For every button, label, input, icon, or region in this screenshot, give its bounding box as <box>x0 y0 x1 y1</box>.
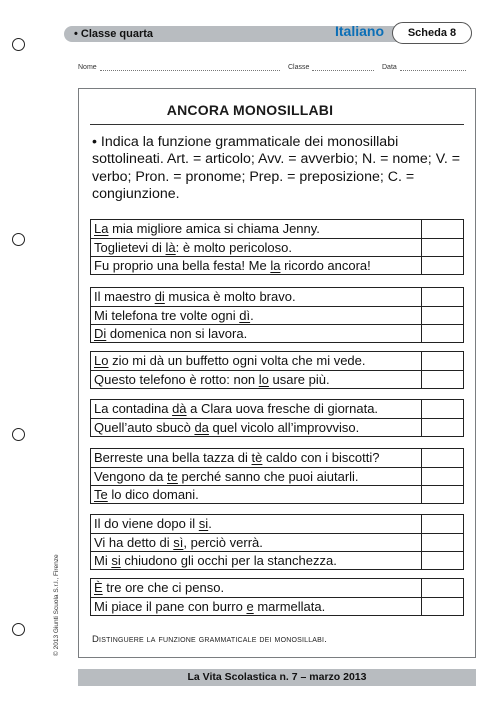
sentence-part: Fu proprio una bella festa! Me <box>94 258 271 273</box>
sentence-part: Il do viene dopo il <box>94 516 199 531</box>
binder-hole <box>12 233 25 246</box>
sentence-part: quel vicolo all’improvviso. <box>208 420 360 435</box>
underlined-monosyllable: Te <box>94 487 108 502</box>
sentence-part: caldo con i biscotti? <box>262 450 380 465</box>
answer-cell[interactable] <box>421 371 464 388</box>
exercise-group <box>90 578 464 616</box>
sentence-part: mia migliore amica si chiama Jenny. <box>108 221 320 236</box>
sentence-part: Questo telefono è rotto: non <box>94 372 259 387</box>
sentence-text <box>94 289 419 305</box>
sentence-text <box>94 240 419 256</box>
page-header <box>64 22 472 44</box>
underlined-monosyllable: si <box>198 516 209 531</box>
answer-cell[interactable] <box>421 579 464 597</box>
underlined-monosyllable: La <box>94 221 109 236</box>
underlined-monosyllable: la <box>270 258 281 273</box>
copyright-notice: © 2013 Giunti Scuola S.r.l., Firenze <box>53 554 60 656</box>
underlined-monosyllable: tè <box>251 450 263 465</box>
exercise-group <box>90 514 464 570</box>
sentence-text <box>94 401 419 417</box>
sentence-part: , perciò verrà. <box>183 535 263 550</box>
underlined-monosyllable: te <box>167 469 178 484</box>
underlined-monosyllable: da <box>194 420 209 435</box>
sentence-part: . <box>208 516 212 531</box>
underlined-monosyllable: là <box>165 240 176 255</box>
sentence-text <box>94 258 419 274</box>
answer-cell[interactable] <box>421 325 464 342</box>
sentence-text <box>94 599 419 615</box>
sentence-part: Mi telefona tre volte ogni <box>94 308 240 323</box>
exercise-group <box>90 448 464 504</box>
sentence-text <box>94 420 419 436</box>
sentence-row <box>91 306 463 324</box>
answer-cell[interactable] <box>421 449 464 467</box>
footer-bar: La Vita Scolastica n. 7 – marzo 2013 <box>78 669 476 686</box>
sentence-part: usare più. <box>268 372 330 387</box>
answer-cell[interactable] <box>421 468 464 485</box>
sentence-part: . <box>250 308 254 323</box>
sentence-text <box>94 353 419 369</box>
sentence-part: La contadina <box>94 401 173 416</box>
title-divider <box>90 124 464 125</box>
exercise-group <box>90 219 464 275</box>
sentence-part: Mi <box>94 553 112 568</box>
sentence-part: chiudono gli occhi per la stanchezza. <box>120 553 337 568</box>
sentence-row <box>91 352 463 370</box>
date-field[interactable] <box>382 64 466 71</box>
sentence-part: marmellata. <box>253 599 326 614</box>
name-label: Nome <box>78 64 97 71</box>
name-field[interactable] <box>78 64 280 71</box>
class-field[interactable] <box>288 64 374 71</box>
instruction-text: • Indica la funzione grammaticale dei monosillabi sottolineati. Art. = articolo; Avv. = avverbio; N. = nome; V. = verbo; Pron. = pronome; Prep. = preposizione; C. = congiunzione. <box>92 134 461 202</box>
sentence-row <box>91 467 463 485</box>
sentence-part: Toglietevi di <box>94 240 166 255</box>
sentence-text <box>94 308 419 324</box>
sentence-part: Vengono da <box>94 469 168 484</box>
sentence-row <box>91 370 463 388</box>
sentence-part: Berreste una bella tazza di <box>94 450 252 465</box>
sentence-text <box>94 487 419 503</box>
underlined-monosyllable: di <box>154 289 165 304</box>
sentence-text <box>94 553 419 569</box>
sentence-part: Mi piace il pane con burro <box>94 599 247 614</box>
exercise-group <box>90 351 464 389</box>
sentence-row <box>91 400 463 418</box>
sentence-row <box>91 238 463 256</box>
answer-cell[interactable] <box>421 288 464 306</box>
sentence-row <box>91 485 463 503</box>
answer-cell[interactable] <box>421 239 464 256</box>
exercise-group <box>90 287 464 343</box>
exercise-group <box>90 399 464 437</box>
sentence-row <box>91 256 463 274</box>
class-label: • Classe quarta <box>74 28 154 40</box>
sentence-text <box>94 326 419 342</box>
answer-cell[interactable] <box>421 352 464 370</box>
binder-hole <box>12 428 25 441</box>
sentence-part: lo dico domani. <box>107 487 199 502</box>
sentence-part: tre ore che ci penso. <box>102 580 225 595</box>
underlined-monosyllable: Di <box>94 326 107 341</box>
answer-cell[interactable] <box>421 486 464 503</box>
sentence-row <box>91 418 463 436</box>
answer-cell[interactable] <box>421 419 464 436</box>
subject-label: Italiano <box>334 23 384 39</box>
sentence-part: musica è molto bravo. <box>164 289 296 304</box>
sentence-row <box>91 449 463 467</box>
sentence-row <box>91 597 463 615</box>
footnote: Distinguere la funzione grammaticale dei monosillabi. <box>92 634 328 645</box>
sentence-text <box>94 221 419 237</box>
sentence-text <box>94 535 419 551</box>
answer-cell[interactable] <box>421 598 464 615</box>
binder-hole <box>12 623 25 636</box>
sentence-row <box>91 533 463 551</box>
answer-cell[interactable] <box>421 515 464 533</box>
sentence-text <box>94 516 419 532</box>
sentence-part: ricordo ancora! <box>280 258 371 273</box>
answer-cell[interactable] <box>421 534 464 551</box>
answer-cell[interactable] <box>421 257 464 274</box>
sentence-row <box>91 288 463 306</box>
sentence-part: : è molto pericoloso. <box>175 240 293 255</box>
worksheet-title: ANCORA MONOSILLABI <box>166 102 334 118</box>
underlined-monosyllable: dì <box>239 308 251 323</box>
underlined-monosyllable: sì <box>173 535 184 550</box>
sentence-text <box>94 580 419 596</box>
student-fields <box>78 64 468 76</box>
underlined-monosyllable: dà <box>172 401 187 416</box>
sentence-row <box>91 515 463 533</box>
sentence-text <box>94 372 419 388</box>
sentence-text <box>94 469 419 485</box>
sentence-part: perché sanno che puoi aiutarli. <box>177 469 359 484</box>
sheet-badge: Scheda 8 <box>392 22 472 44</box>
sentence-part: Vi ha detto di <box>94 535 174 550</box>
underlined-monosyllable: si <box>111 553 121 568</box>
sentence-part: Il maestro <box>94 289 155 304</box>
sentence-text <box>94 450 419 466</box>
sentence-part: domenica non si lavora. <box>106 326 248 341</box>
class-field-label: Classe <box>288 64 310 71</box>
answer-cell[interactable] <box>421 307 464 324</box>
sentence-row <box>91 324 463 342</box>
sentence-part: a Clara uova fresche di giornata. <box>186 401 379 416</box>
sentence-row <box>91 579 463 597</box>
sentence-part: zio mi dà un buffetto ogni volta che mi vede. <box>108 353 366 368</box>
binder-hole <box>12 38 25 51</box>
sentence-row <box>91 551 463 569</box>
sentence-row <box>91 220 463 238</box>
date-label: Data <box>382 64 397 71</box>
answer-cell[interactable] <box>421 400 464 418</box>
answer-cell[interactable] <box>421 220 464 238</box>
sentence-part: Quell’auto sbucò <box>94 420 195 435</box>
answer-cell[interactable] <box>421 552 464 569</box>
underlined-monosyllable: È <box>94 580 103 595</box>
underlined-monosyllable: lo <box>258 372 269 387</box>
underlined-monosyllable: e <box>246 599 254 614</box>
underlined-monosyllable: Lo <box>94 353 109 368</box>
